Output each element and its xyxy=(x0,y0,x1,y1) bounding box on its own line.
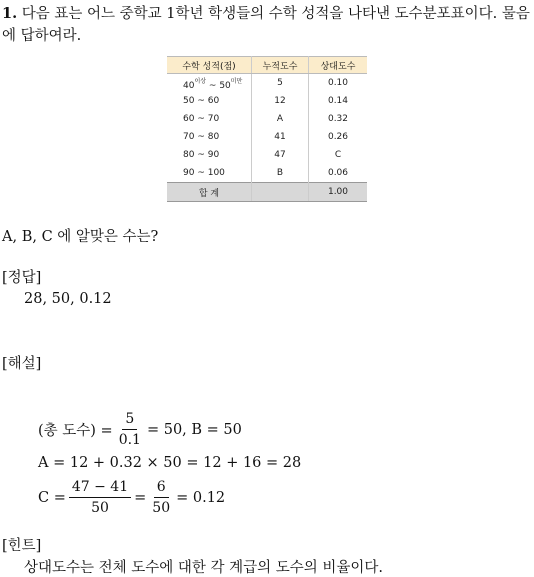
range-lower: 90 xyxy=(183,168,195,178)
range-upper: 80 xyxy=(207,132,220,142)
range-upper: 60 xyxy=(207,96,220,106)
answer-label: [정답] xyxy=(2,270,42,286)
hint-text: 상대도수는 전체 도수에 대한 각 계급의 도수의 비율이다. xyxy=(24,560,384,576)
solution-line1-rest: = 50, B = 50 xyxy=(146,421,242,438)
table-body xyxy=(167,74,367,183)
range-separator: ~ xyxy=(194,168,208,178)
relative-frequency-cell: C xyxy=(334,150,342,160)
fraction-numerator: 47 − 41 xyxy=(69,478,131,498)
table-header-row xyxy=(167,57,367,74)
solution-line-2: A = 12 + 0.32 × 50 = 12 + 16 = 28 xyxy=(38,455,302,471)
cumulative-frequency-cell: 5 xyxy=(252,74,309,93)
total-relative: 1.00 xyxy=(309,183,368,202)
range-upper: 90 xyxy=(207,150,220,160)
range-lower: 70 xyxy=(183,132,195,142)
cumulative-frequency-cell: 41 xyxy=(252,128,309,146)
score-range-cell xyxy=(167,74,252,93)
cumulative-frequency-cell: 12 xyxy=(252,92,309,110)
range-separator: ~ xyxy=(194,96,208,106)
header-cumulative: 누적도수 xyxy=(252,57,309,74)
fraction-denominator: 0.1 xyxy=(118,432,141,448)
cumulative-frequency-cell: B xyxy=(252,164,309,183)
fraction-numerator: 6 xyxy=(154,478,169,498)
score-range-cell xyxy=(167,128,252,146)
range-lower: 50 xyxy=(183,96,195,106)
relative-frequency-cell: 0.32 xyxy=(327,114,349,124)
fraction-numerator: 5 xyxy=(122,410,137,430)
score-range-cell xyxy=(167,92,252,110)
table-row xyxy=(167,146,367,164)
score-range-cell xyxy=(167,110,252,128)
question-number: 1. xyxy=(2,5,18,22)
table-row xyxy=(167,92,367,110)
range-lower-suffix: 이상 xyxy=(194,77,207,85)
answer-text: 28, 50, 0.12 xyxy=(24,291,112,307)
cumulative-frequency-cell: 47 xyxy=(252,146,309,164)
header-score: 수학 성적(점) xyxy=(167,57,252,74)
range-upper: 70 xyxy=(207,114,220,124)
solution-line-1 xyxy=(38,410,242,449)
range-lower: 40 xyxy=(183,80,195,91)
solution-label: [해설] xyxy=(2,356,42,372)
range-separator: ~ xyxy=(194,132,208,142)
frequency-table xyxy=(167,56,367,202)
relative-frequency-cell: 0.10 xyxy=(327,78,349,88)
range-separator: ~ xyxy=(194,114,208,124)
range-lower: 60 xyxy=(183,114,195,124)
prompt-text: A, B, C 에 알맞은 수는? xyxy=(2,229,159,245)
range-upper: 100 xyxy=(207,168,225,178)
total-cumulative xyxy=(252,183,309,202)
score-range-cell xyxy=(167,164,252,183)
question-text: 다음 표는 어느 중학교 1학년 학생들의 수학 성적을 나타낸 도수분포표이다. 물음에 답하여라. xyxy=(2,6,530,44)
solution-line-3 xyxy=(38,478,225,517)
cumulative-frequency-cell: A xyxy=(252,110,309,128)
table-row xyxy=(167,164,367,183)
range-separator: ~ xyxy=(194,150,208,160)
hint-label: [힌트] xyxy=(2,538,42,554)
question xyxy=(2,3,532,47)
table-row xyxy=(167,74,367,93)
relative-frequency-cell: 0.14 xyxy=(327,96,349,106)
header-relative: 상대도수 xyxy=(309,57,368,74)
fraction-difference-over-50 xyxy=(69,478,131,517)
fraction-5-over-0-1 xyxy=(116,410,144,449)
table-row xyxy=(167,110,367,128)
solution-line1-lhs: (총 도수) = xyxy=(38,423,113,439)
solution-line3-lhs: C = xyxy=(38,489,66,506)
table-total-row xyxy=(167,183,367,202)
fraction-denominator: 50 xyxy=(152,500,171,516)
score-range-cell xyxy=(167,146,252,164)
fraction-denominator: 50 xyxy=(91,500,109,516)
range-separator: ~ xyxy=(206,80,220,91)
table-row xyxy=(167,128,367,146)
range-lower: 80 xyxy=(183,150,195,160)
solution-line3-eq: = xyxy=(134,489,147,506)
solution-line3-rest: = 0.12 xyxy=(176,489,226,506)
fraction-6-over-50 xyxy=(149,478,173,517)
relative-frequency-cell: 0.06 xyxy=(327,168,349,178)
range-upper: 50 xyxy=(219,80,231,91)
range-upper-suffix: 미만 xyxy=(230,77,243,85)
total-label: 합 계 xyxy=(167,183,252,202)
relative-frequency-cell: 0.26 xyxy=(327,132,349,142)
